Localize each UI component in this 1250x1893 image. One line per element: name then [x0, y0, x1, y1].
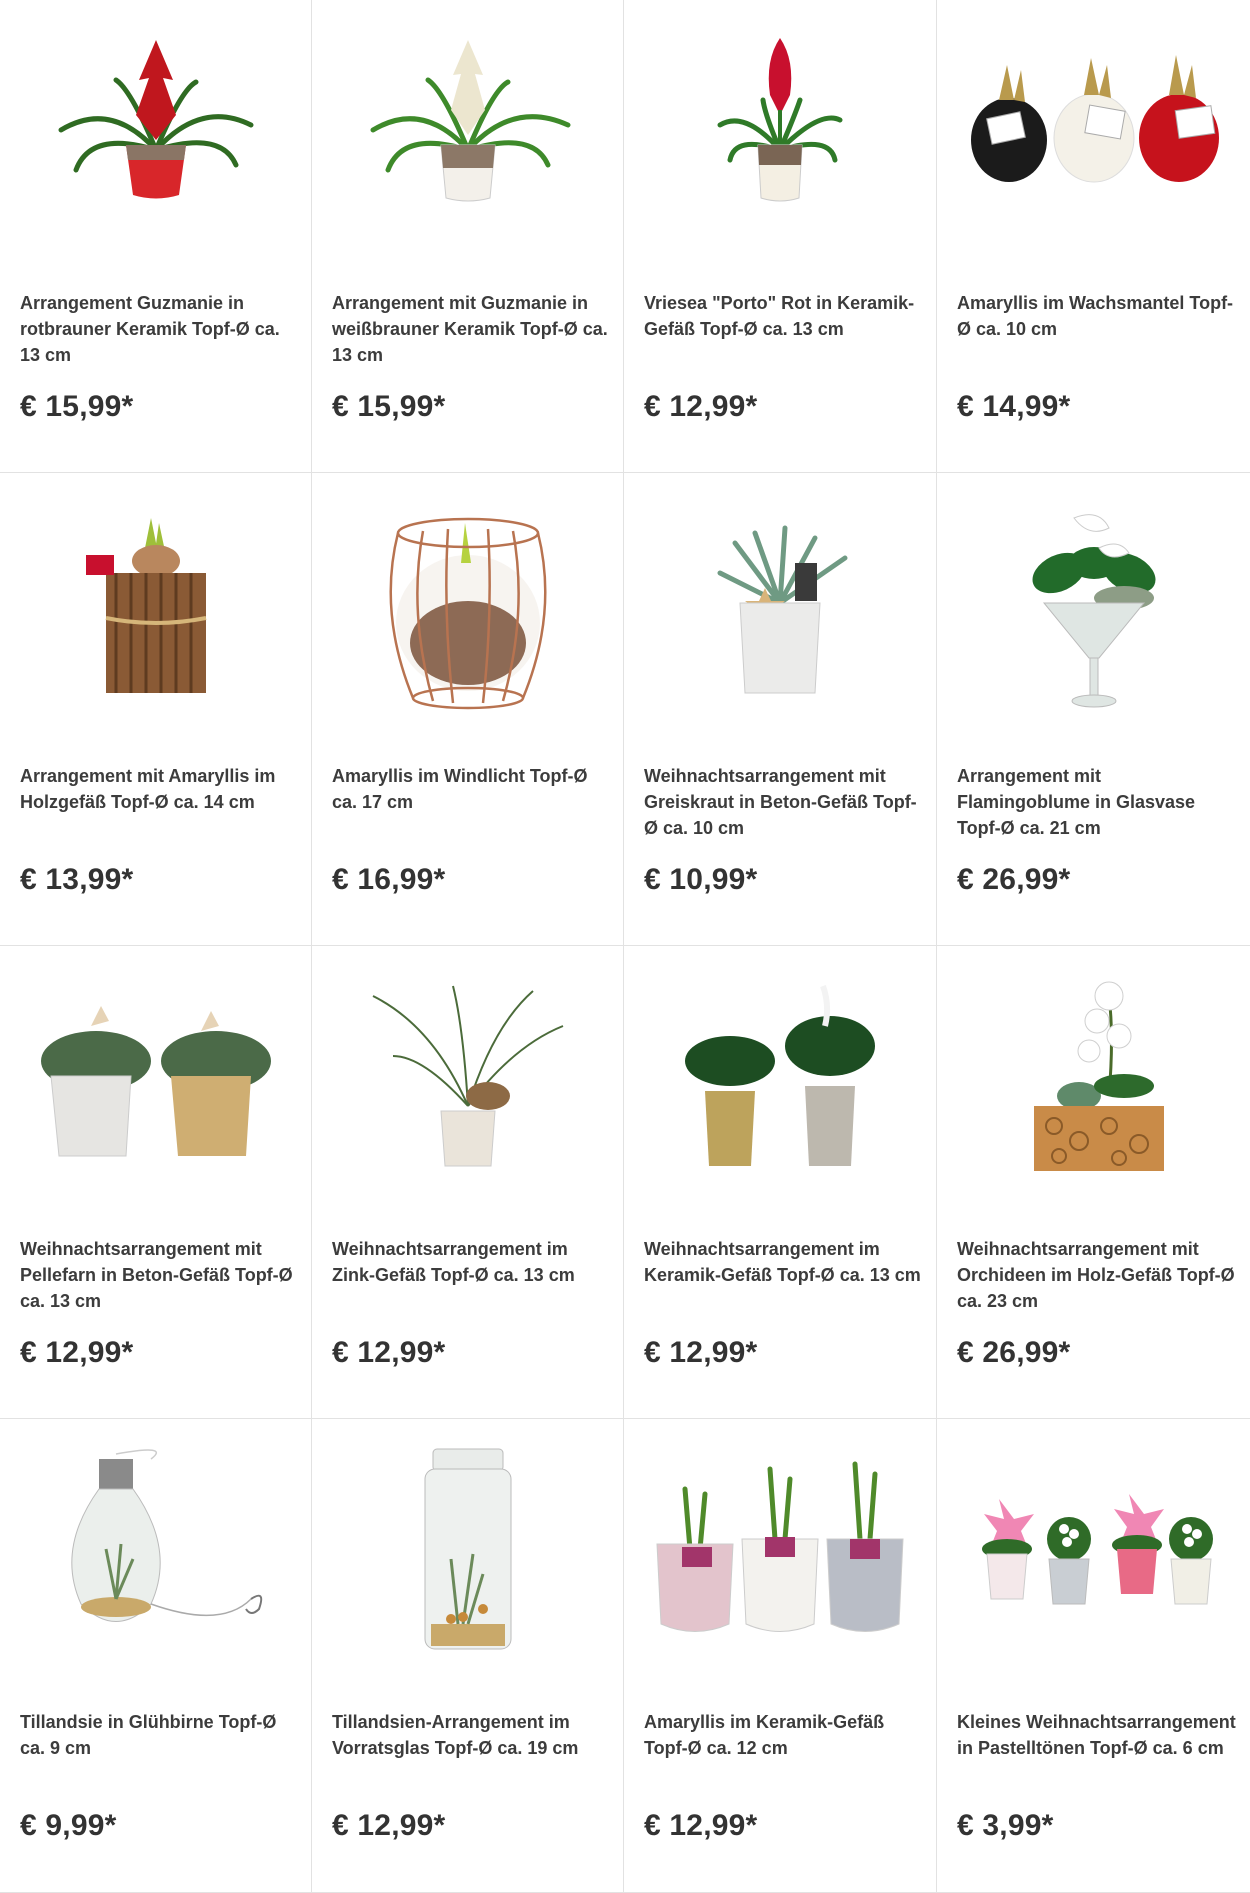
product-card[interactable]: [624, 1419, 937, 1893]
product-price: € 26,99*: [957, 863, 1071, 896]
product-price: € 12,99*: [644, 390, 758, 423]
product-title[interactable]: Amaryllis im Windlicht Topf-Ø ca. 17 cm: [332, 766, 588, 812]
product-title[interactable]: Amaryllis im Keramik-Gefäß Topf-Ø ca. 12 cm: [644, 1712, 885, 1758]
product-price: € 12,99*: [332, 1809, 446, 1842]
amaryllis-ceramic-image[interactable]: [634, 1429, 926, 1679]
zinc-arrangement-image[interactable]: [322, 956, 613, 1206]
orchid-wood-image[interactable]: [947, 956, 1240, 1206]
product-title[interactable]: Kleines Weihnachtsarrangement in Pastelltönen Topf-Ø ca. 6 cm: [957, 1712, 1236, 1758]
product-title[interactable]: Tillandsien-Arrangement im Vorratsglas Topf-Ø ca. 19 cm: [332, 1712, 579, 1758]
amaryllis-wood-image[interactable]: [10, 483, 301, 733]
tillandsia-bulb-image[interactable]: [10, 1429, 301, 1679]
product-card[interactable]: [312, 473, 624, 946]
product-price: € 13,99*: [20, 863, 134, 896]
product-card[interactable]: [937, 946, 1250, 1419]
product-card[interactable]: [624, 473, 937, 946]
product-card[interactable]: [312, 0, 624, 473]
product-price: € 12,99*: [644, 1336, 758, 1369]
pastel-arrangement-image[interactable]: [947, 1429, 1240, 1679]
product-price: € 16,99*: [332, 863, 446, 896]
product-title[interactable]: Weihnachtsarrangement mit Greiskraut in Beton-Gefäß Topf-Ø ca. 10 cm: [644, 766, 917, 838]
product-title[interactable]: Arrangement mit Guzmanie in weißbrauner Keramik Topf-Ø ca. 13 cm: [332, 293, 608, 365]
product-price: € 12,99*: [644, 1809, 758, 1842]
product-price: € 10,99*: [644, 863, 758, 896]
tillandsia-jar-image[interactable]: [322, 1429, 613, 1679]
product-price: € 15,99*: [332, 390, 446, 423]
product-card[interactable]: [0, 1419, 312, 1893]
product-title[interactable]: Vriesea "Porto" Rot in Keramik-Gefäß Topf-Ø ca. 13 cm: [644, 293, 915, 339]
vriesea-plant-image[interactable]: [634, 10, 926, 260]
product-title[interactable]: Arrangement mit Flamingoblume in Glasvase Topf-Ø ca. 21 cm: [957, 766, 1196, 838]
guzmania-red-plant-image[interactable]: [10, 10, 301, 260]
product-price: € 14,99*: [957, 390, 1071, 423]
product-title[interactable]: Amaryllis im Wachsmantel Topf-Ø ca. 10 cm: [957, 293, 1234, 339]
pellaea-fern-image[interactable]: [10, 956, 301, 1206]
product-title[interactable]: Tillandsie in Glühbirne Topf-Ø ca. 9 cm: [20, 1712, 277, 1758]
amaryllis-wax-image[interactable]: [947, 10, 1240, 260]
product-price: € 3,99*: [957, 1809, 1054, 1842]
senecio-arrangement-image[interactable]: [634, 483, 926, 733]
amaryllis-lantern-image[interactable]: [322, 483, 613, 733]
product-title[interactable]: Weihnachtsarrangement mit Orchideen im Holz-Gefäß Topf-Ø ca. 23 cm: [957, 1239, 1235, 1311]
product-price: € 15,99*: [20, 390, 134, 423]
guzmania-white-plant-image[interactable]: [322, 10, 613, 260]
anthurium-glass-image[interactable]: [947, 483, 1240, 733]
product-card[interactable]: [0, 0, 312, 473]
product-card[interactable]: [0, 473, 312, 946]
product-card[interactable]: [937, 473, 1250, 946]
product-card[interactable]: [624, 946, 937, 1419]
product-title[interactable]: Arrangement mit Amaryllis im Holzgefäß Topf-Ø ca. 14 cm: [20, 766, 276, 812]
product-card[interactable]: [937, 1419, 1250, 1893]
product-price: € 12,99*: [20, 1336, 134, 1369]
product-card[interactable]: [624, 0, 937, 473]
product-card[interactable]: [312, 946, 624, 1419]
ceramic-arrangement-image[interactable]: [634, 956, 926, 1206]
product-price: € 12,99*: [332, 1336, 446, 1369]
product-title[interactable]: Weihnachtsarrangement mit Pellefarn in Beton-Gefäß Topf-Ø ca. 13 cm: [20, 1239, 293, 1311]
product-price: € 26,99*: [957, 1336, 1071, 1369]
product-card[interactable]: [937, 0, 1250, 473]
product-price: € 9,99*: [20, 1809, 117, 1842]
product-title[interactable]: Weihnachtsarrangement im Keramik-Gefäß Topf-Ø ca. 13 cm: [644, 1239, 921, 1285]
product-title[interactable]: Weihnachtsarrangement im Zink-Gefäß Topf-Ø ca. 13 cm: [332, 1239, 575, 1285]
product-card[interactable]: [0, 946, 312, 1419]
product-title[interactable]: Arrangement Guzmanie in rotbrauner Keramik Topf-Ø ca. 13 cm: [20, 293, 280, 365]
product-card[interactable]: [312, 1419, 624, 1893]
